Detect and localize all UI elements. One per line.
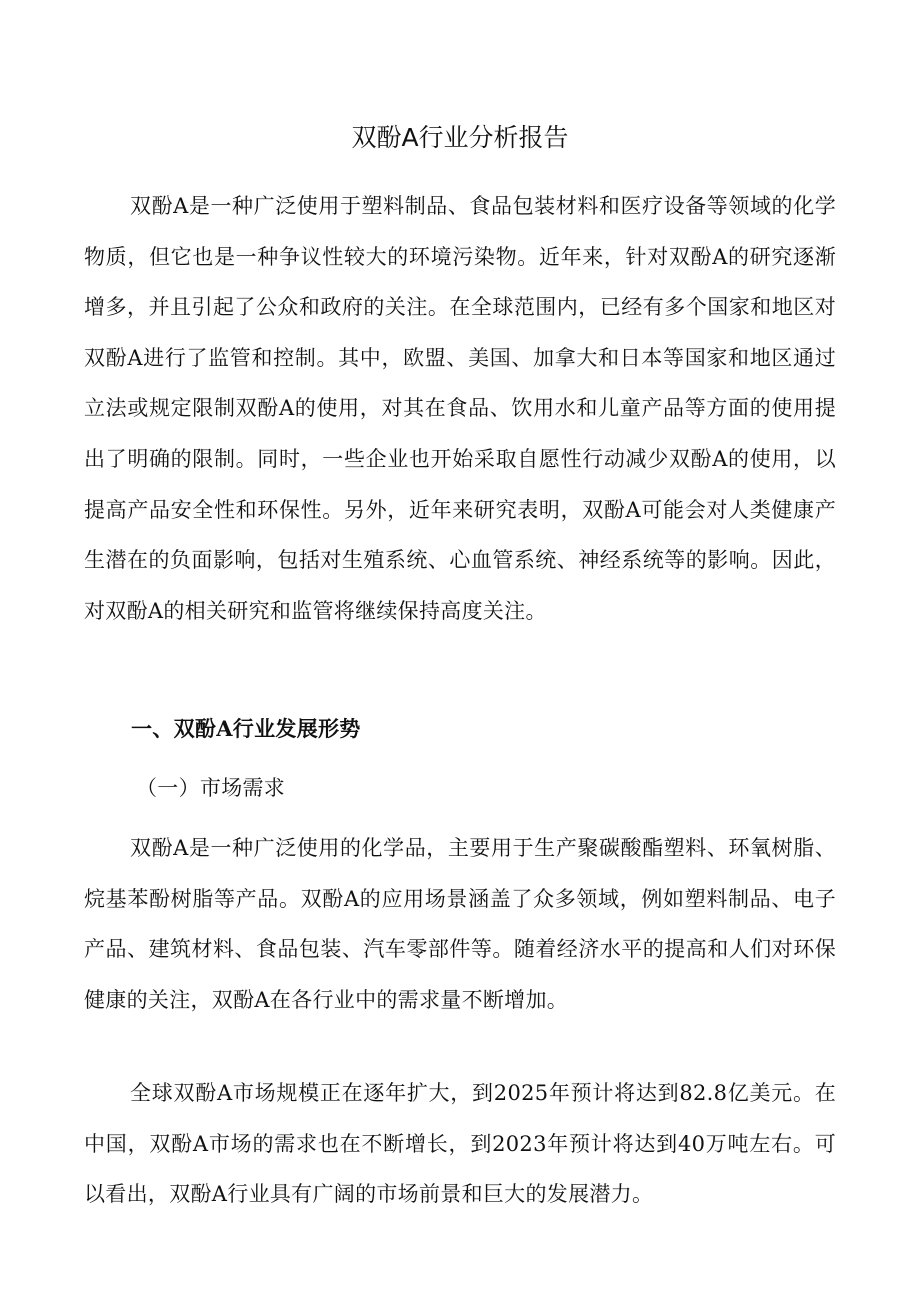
document-title: 双酚A行业分析报告 <box>351 123 569 152</box>
body-paragraph-market-size: 全球双酚A市场规模正在逐年扩大，到2025年预计将达到82.8亿美元。在中国，双酚A市场的需求也在不断增长，到2023年预计将达到40万吨左右。可以看出，双酚A行业具有广阔的市场前景和巨大的发展潜力。 <box>84 1081 836 1207</box>
intro-paragraph: 双酚A是一种广泛使用于塑料制品、食品包装材料和医疗设备等领域的化学物质，但它也是一种争议性较大的环境污染物。近年来，针对双酚A的研究逐渐增多，并且引起了公众和政府的关注。在全球范围内，已经有多个国家和地区对双酚A进行了监管和控制。其中，欧盟、美国、加拿大和日本等国家和地区通过立法或规定限制双酚A的使用，对其在食品、饮用水和儿童产品等方面的使用提出了明确的限制。同时，一些企业也开始采取自愿性行动减少双酚A的使用，以提高产品安全性和环保性。另外，近年来研究表明，双酚A可能会对人类健康产生潜在的负面影响，包括对生殖系统、心血管系统、神经系统等的影响。因此，对双酚A的相关研究和监管将继续保持高度关注。 <box>84 194 836 623</box>
body-paragraph-demand: 双酚A是一种广泛使用的化学品，主要用于生产聚碳酸酯塑料、环氧树脂、烷基苯酚树脂等产品。双酚A的应用场景涵盖了众多领域，例如塑料制品、电子产品、建筑材料、食品包装、汽车零部件等。随着经济水平的提高和人们对环保健康的关注，双酚A在各行业中的需求量不断增加。 <box>84 836 836 1012</box>
section-heading: 一、双酚A行业发展形势 <box>131 716 361 741</box>
subsection-heading: （一）市场需求 <box>136 776 286 800</box>
